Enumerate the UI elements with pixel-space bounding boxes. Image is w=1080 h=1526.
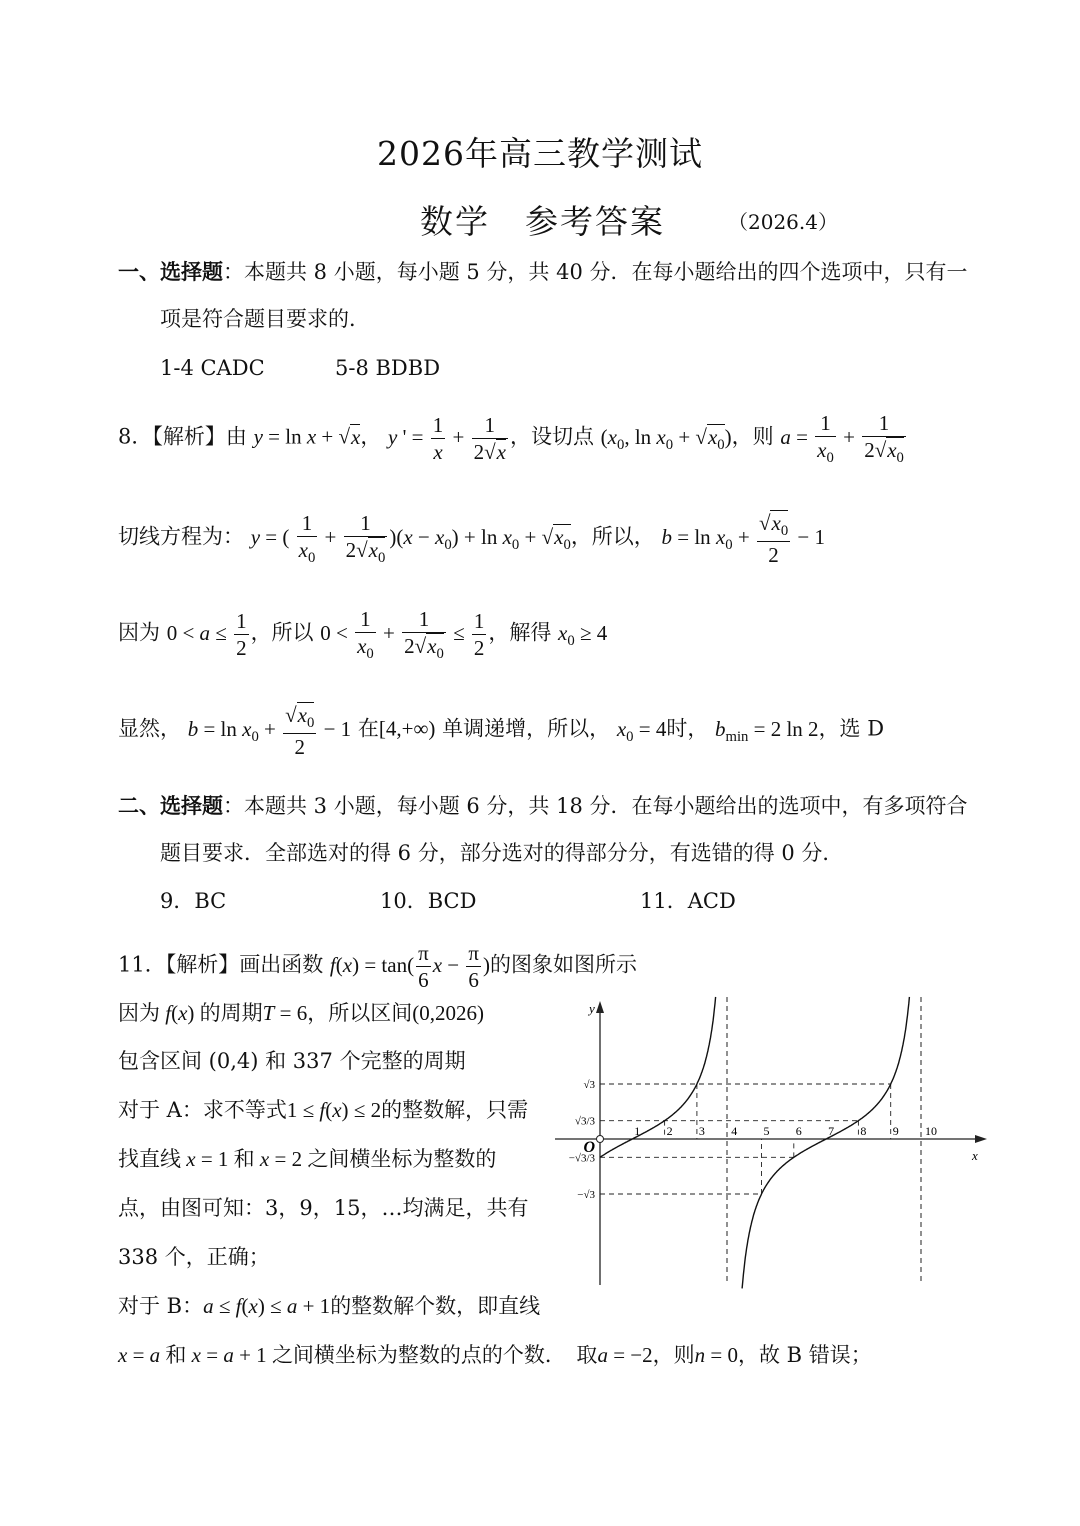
q8-tangent-label: 切线方程为：	[118, 524, 244, 549]
q11-line6: 338 个，正确；	[118, 1245, 270, 1269]
section1-heading: 一、选择题	[118, 259, 223, 284]
q8-obviously: 显然，	[118, 716, 181, 741]
x-tick-label: 8	[860, 1124, 867, 1138]
q8-x0-eq: $x_0 = 4$	[616, 716, 667, 745]
page-subtitle: 数学 参考答案	[420, 202, 665, 241]
section1-answers-a: 1-4 CADC	[160, 356, 265, 380]
y-axis-label: y	[589, 1001, 595, 1016]
q8-interval: [4,+∞)	[378, 716, 436, 741]
origin-open-dot	[597, 1136, 604, 1143]
y-tick-label: √3	[583, 1079, 595, 1091]
section2-heading: 二、选择题	[118, 793, 223, 818]
q8-b-expr-2: $b = \ln x_0$ + $\frac{√x_0}{2}$ − 1	[187, 703, 352, 759]
section1-answers-b: 5-8 BDBD	[335, 356, 441, 380]
q11-line5: 点，由图可知：3，9，15，…均满足，共有	[118, 1196, 529, 1220]
q11-label: 11．【解析】画出函数	[118, 952, 324, 977]
q11-line0: 11．【解析】画出函数 f(x) = tan( $\frac{\pi}{6}$ x − $\frac{\pi}{6}$ )的图象如图所示	[118, 941, 637, 993]
x-tick-label: 3	[698, 1124, 705, 1138]
q8-func: y = ln x + √x	[253, 424, 361, 449]
q11-line3: 对于 A：求不等式1 ≤ f(x) ≤ 2的整数解，只需	[118, 1098, 529, 1122]
q8-ineq: 0 < $\frac{1}{x_0}$ + $\frac{1}{2√x_0}$ ≤ $\frac{1}{2}$	[320, 607, 485, 663]
section2-ans10: 10．BCD	[380, 889, 477, 913]
q8-bmin: $b_{min} = 2$ ln 2	[715, 716, 819, 745]
q11-line7: 对于 B：a ≤ f(x) ≤ a + 1的整数解个数，即直线	[118, 1294, 541, 1318]
origin-label: O	[583, 1139, 595, 1156]
q8-x0-result: $x_0 \ge 4$	[558, 620, 608, 649]
tan-branch-2	[742, 997, 909, 1289]
x-tick-label: 6	[795, 1124, 802, 1138]
y-axis-arrow	[596, 1001, 604, 1013]
q8-line3: 因为 0 < a ≤ $\frac{1}{2}$ ，所以 0 < $\frac{1}{x_0}$ + $\frac{1}{2√x_0}$ ≤ $\frac{1}{2}$ ，解得 $x_0 \ge 4$	[118, 607, 608, 663]
q11-line8: x = a 和 x = a + 1 之间横坐标为整数的点的个数． 取a = −2，则n = 0，故 B 错误；	[118, 1343, 872, 1367]
q8-point: ($x_0$, $\ln x_0 + √x_0$)	[600, 424, 732, 453]
q11-line1: 因为 f(x) 的周期T = 6，所以区间(0,2026)	[118, 1001, 484, 1025]
section2-desc-2: 题目要求．全部选对的得 6 分，部分选对的得部分分，有选错的得 0 分．	[160, 841, 844, 865]
section1-desc-1: ：本题共 8 小题，每小题 5 分，共 40 分．在每小题给出的四个选项中，只有一	[223, 260, 968, 284]
y-tick-label: −√3/3	[568, 1152, 595, 1165]
q8-derivative: y ' = $\frac{1}{x}$ + $\frac{1}{2√x}$	[388, 413, 506, 465]
q8-tangent-eq: y = ( $\frac{1}{x_0}$ + $\frac{1}{2√x_0}$ )$(x - x_0) + \ln x_0 + √x_0$	[250, 511, 571, 567]
q11-func: f(x) = tan( $\frac{\pi}{6}$ x − $\frac{\pi}{6}$ )	[329, 941, 490, 993]
x-tick-label: 4	[731, 1124, 738, 1138]
q11-line2: 包含区间 (0,4) 和 337 个完整的周期	[118, 1049, 466, 1073]
q8-line2: 切线方程为： y = ( $\frac{1}{x_0}$ + $\frac{1}{2√x_0}$ )$(x - x_0) + \ln x_0 + √x_0$，所以， $b = \ln x_0$ + $\frac{√x_0}{2}$ − 1	[118, 511, 825, 567]
y-tick-label: −√3	[577, 1189, 595, 1201]
q8-a-expr: a = $\frac{1}{x_0}$ + $\frac{1}{2√x_0}$	[780, 411, 904, 467]
x-tick-label: 7	[828, 1124, 835, 1138]
x-tick-label: 2	[666, 1124, 673, 1138]
section2-ans11: 11．ACD	[640, 889, 736, 913]
q8-line1: 8．【解析】由 y = ln x + √x， y ' = $\frac{1}{x}$ + $\frac{1}{2√x}$ ，设切点 ($x_0$, $\ln x_0 + √x_0$)，则 a = $\frac{1}{x_0}$ + $\frac{1}{2√x_0}$	[118, 410, 908, 468]
q11-line4: 找直线 x = 1 和 x = 2 之间横坐标为整数的	[118, 1147, 497, 1171]
tan-graph	[555, 995, 995, 1290]
q8-line4: 显然， $b = \ln x_0$ + $\frac{√x_0}{2}$ − 1 在[4,+∞) 单调递增，所以， $x_0 = 4$时， $b_{min} = 2$ ln 2，选 D	[118, 703, 885, 759]
x-tick-label: 1	[634, 1124, 641, 1138]
q8-b-expr: $b = \ln x_0$ + $\frac{√x_0}{2}$ − 1	[661, 511, 825, 567]
asymptotes	[727, 997, 921, 1285]
page-title: 2026年高三教学测试	[377, 134, 703, 173]
section2-ans9: 9．BC	[160, 889, 227, 913]
x-tick-labels	[634, 1124, 937, 1138]
section1-desc-2: 项是符合题目要求的．	[160, 307, 370, 331]
x-tick-label: 10	[925, 1124, 937, 1138]
section2-desc-1: ：本题共 3 小题，每小题 6 分，共 18 分．在每小题给出的选项中，有多项符合	[223, 794, 968, 818]
x-axis-arrow	[975, 1135, 987, 1143]
y-tick-label: √3/3	[574, 1115, 595, 1128]
q8-because: 因为	[118, 620, 160, 645]
x-axis-label: x	[972, 1148, 978, 1163]
x-tick-label: 9	[892, 1124, 899, 1138]
page-date: （2026.4）	[728, 210, 838, 234]
section2-line1	[118, 792, 968, 820]
q8-a-range: 0 < a ≤ $\frac{1}{2}$	[166, 609, 247, 661]
section1-line1	[118, 258, 968, 286]
tan-curves	[600, 997, 909, 1289]
q8-label: 8．【解析】由	[118, 424, 247, 449]
x-tick-label: 5	[763, 1124, 770, 1138]
